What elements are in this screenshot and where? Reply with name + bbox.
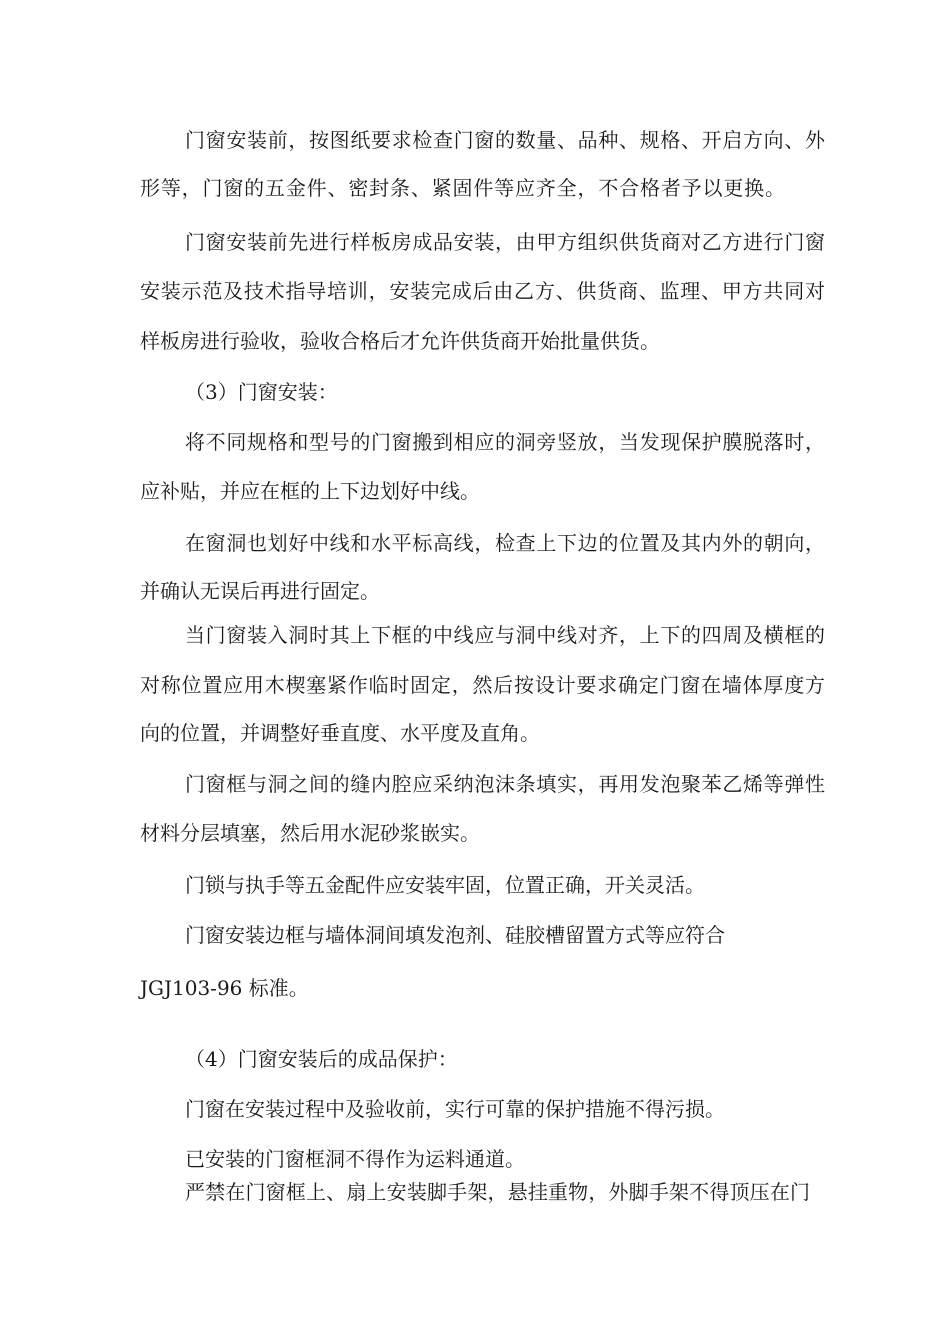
text-line: 应补贴，并应在框的上下边划好中线。 xyxy=(140,479,480,503)
text-line: 严禁在门窗框上、扇上安装脚手架，悬挂重物，外脚手架不得顶压在门 xyxy=(185,1180,810,1204)
text-line: JGJ103-96 标准。 xyxy=(140,976,309,1000)
text-line: 当门窗装入洞时其上下框的中线应与洞中线对齐，上下的四周及横框的 xyxy=(185,623,825,647)
text-line: 对称位置应用木楔塞紧作临时固定，然后按设计要求确定门窗在墙体厚度方 xyxy=(140,673,825,697)
section-heading: （4）门窗安装后的成品保护： xyxy=(185,1047,458,1071)
text-line: 门锁与执手等五金配件应安装牢固，位置正确，开关灵活。 xyxy=(185,873,705,897)
text-line: 门窗在安装过程中及验收前，实行可靠的保护措施不得污损。 xyxy=(185,1097,725,1121)
text-line: 并确认无误后再进行固定。 xyxy=(140,579,380,603)
section-heading: （3）门窗安装： xyxy=(185,380,338,404)
text-line: 在窗洞也划好中线和水平标高线，检查上下边的位置及其内外的朝向， xyxy=(185,531,825,555)
text-line: 已安装的门窗框洞不得作为运料通道。 xyxy=(185,1147,525,1171)
text-line: 门窗安装边框与墙体洞间填发泡剂、硅胶槽留置方式等应符合 xyxy=(185,923,725,947)
text-line: 向的位置，并调整好垂直度、水平度及直角。 xyxy=(140,721,540,745)
text-line: 材料分层填塞，然后用水泥砂浆嵌实。 xyxy=(140,821,480,845)
text-line: 门窗安装前，按图纸要求检查门窗的数量、品种、规格、开启方向、外 xyxy=(185,128,825,152)
text-line: 样板房进行验收，验收合格后才允许供货商开始批量供货。 xyxy=(140,329,660,353)
text-line: 安装示范及技术指导培训，安装完成后由乙方、供货商、监理、甲方共同对 xyxy=(140,279,825,303)
text-line: 将不同规格和型号的门窗搬到相应的洞旁竖放，当发现保护膜脱落时， xyxy=(185,430,825,454)
text-line: 门窗安装前先进行样板房成品安装，由甲方组织供货商对乙方进行门窗 xyxy=(185,230,825,254)
text-line: 门窗框与洞之间的缝内腔应采纳泡沫条填实，再用发泡聚苯乙烯等弹性 xyxy=(185,772,825,796)
text-line: 形等，门窗的五金件、密封条、紧固件等应齐全，不合格者予以更换。 xyxy=(140,176,785,200)
